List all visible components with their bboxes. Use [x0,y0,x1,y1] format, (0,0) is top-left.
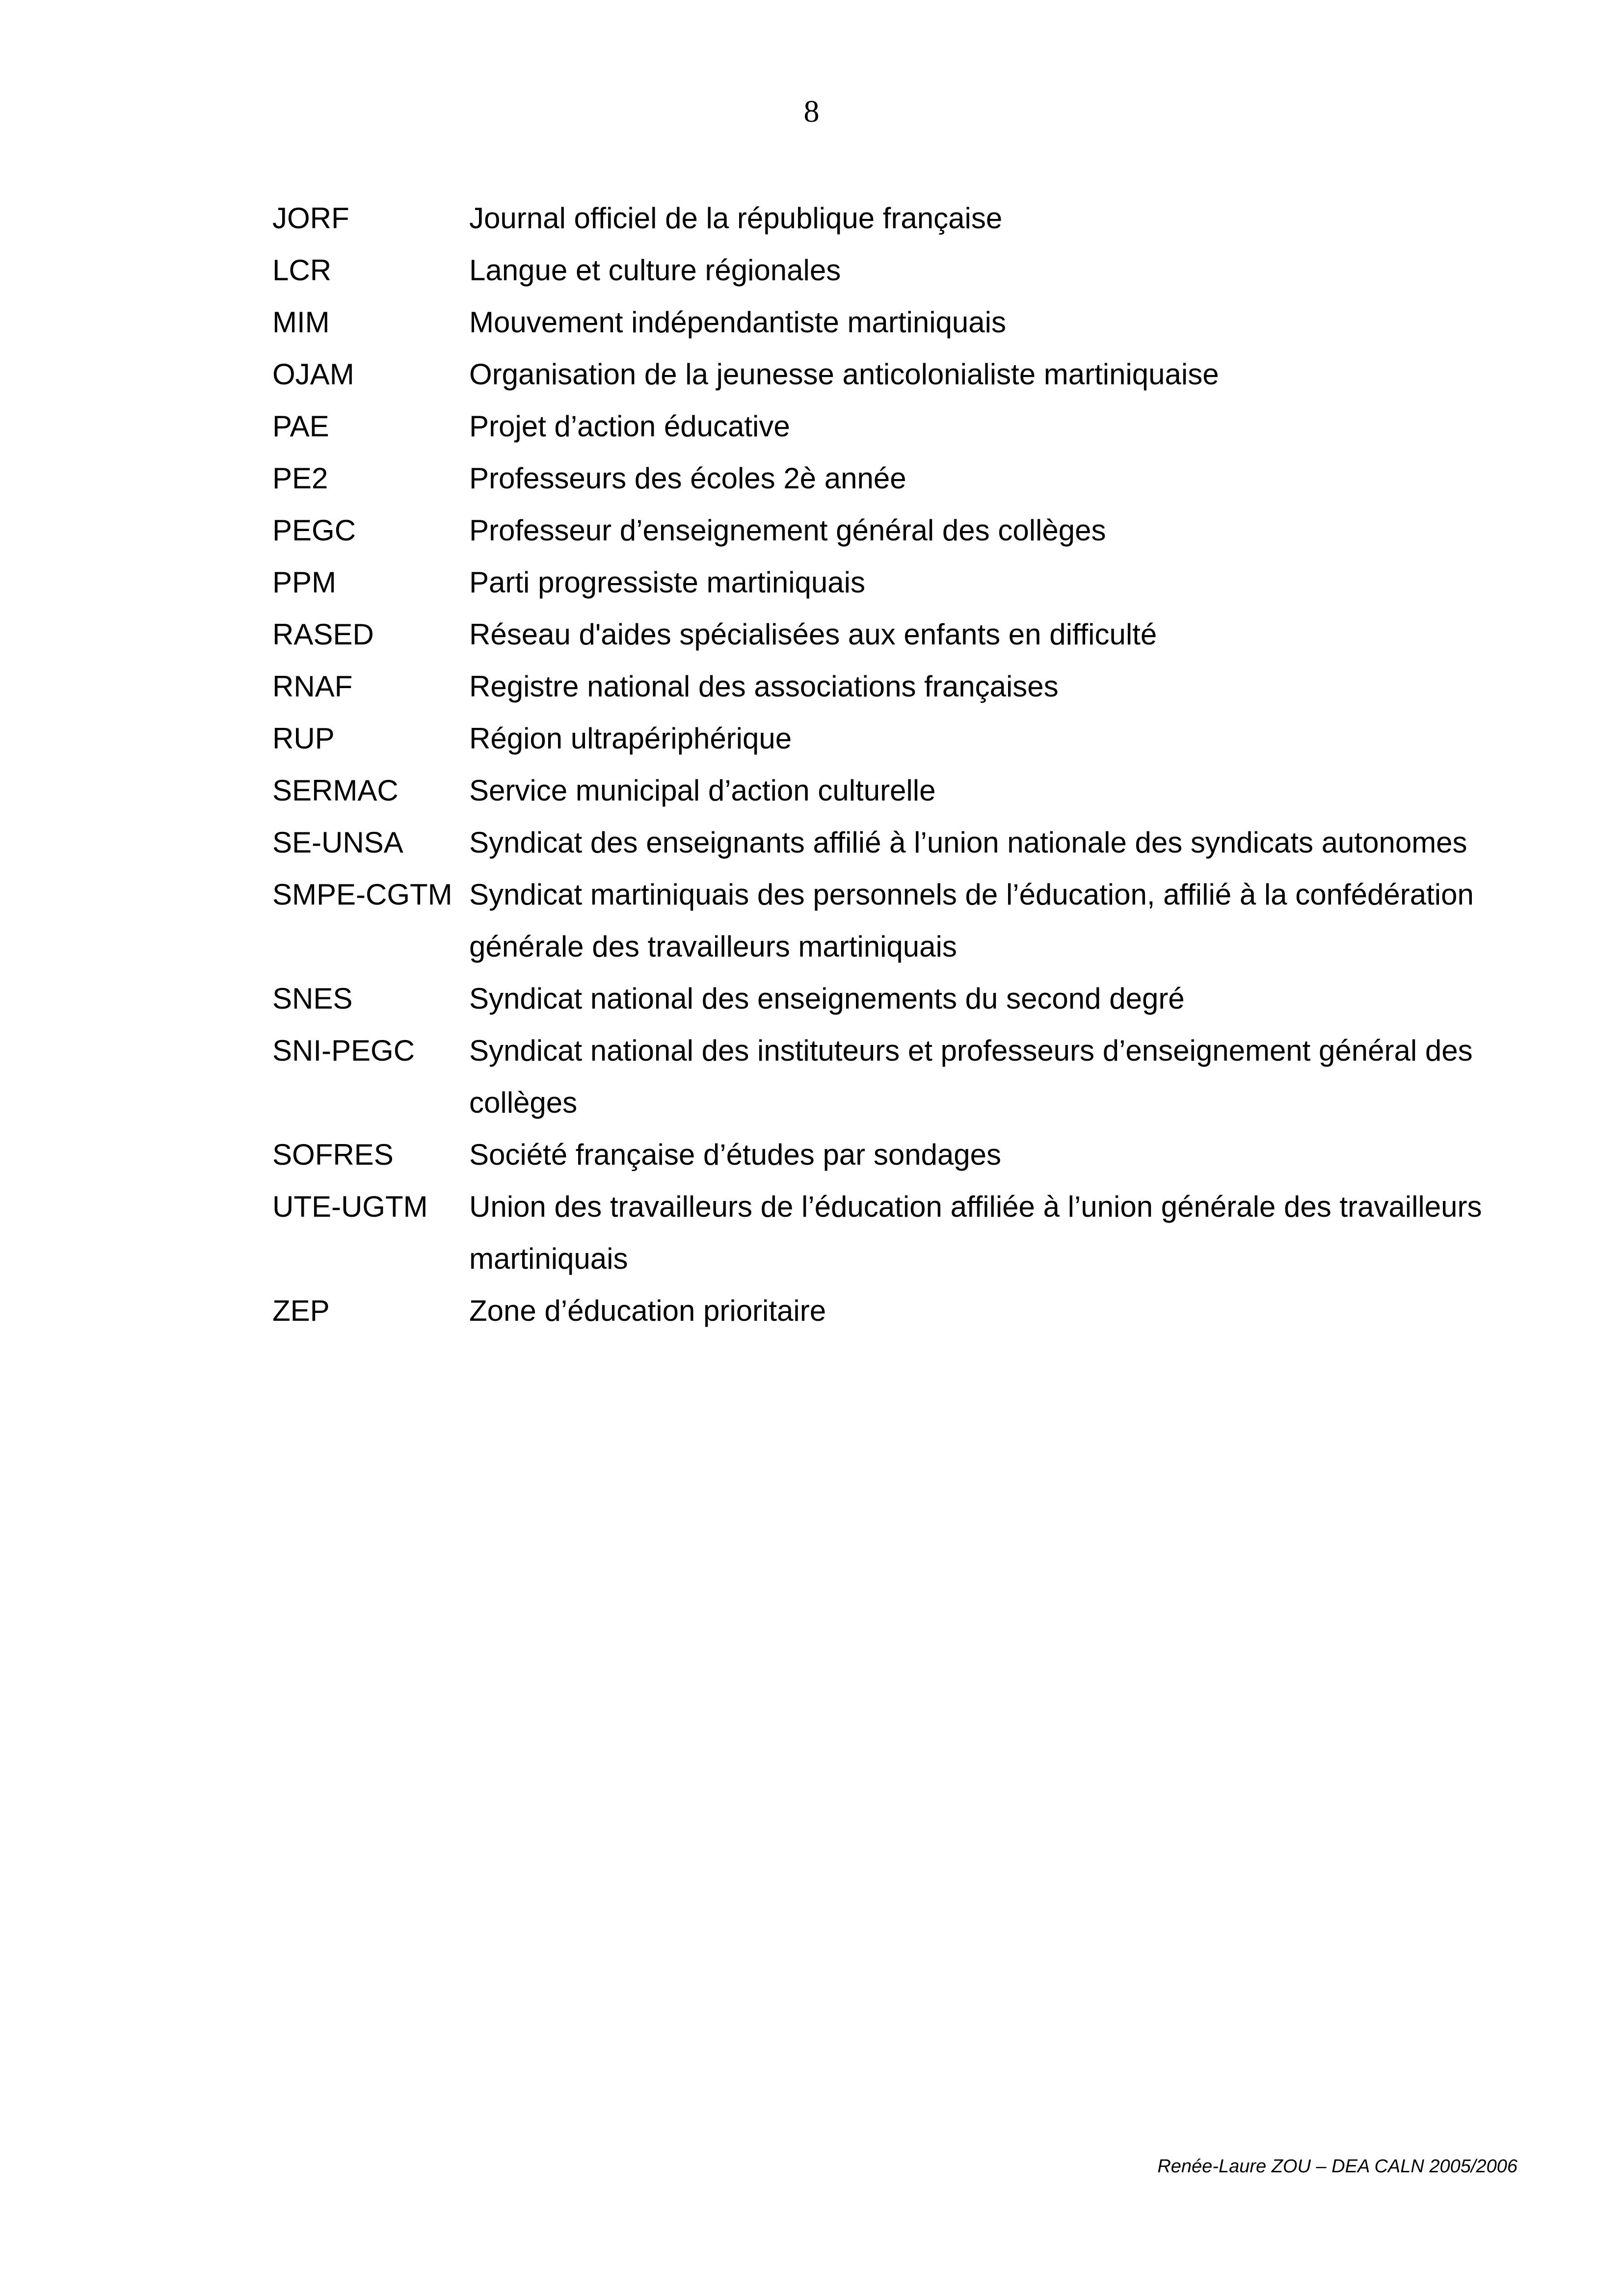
list-item [272,661,1524,713]
abbreviation: PPM [272,566,337,599]
list-item [272,192,1524,244]
definition: Société française d’études par sondages [469,1138,1002,1171]
abbreviation: OJAM [272,358,354,391]
definition: Zone d’éducation prioritaire [469,1294,826,1327]
list-item [272,348,1524,400]
definition: Syndicat national des enseignements du second degré [469,982,1185,1015]
list-item [272,1181,1524,1285]
abbreviation: RUP [272,722,335,755]
abbreviation: RASED [272,618,374,651]
list-item [272,765,1524,817]
definition: Syndicat des enseignants affilié à l’union nationale des syndicats autonomes [469,826,1467,859]
list-item [272,869,1524,973]
abbreviation: UTE-UGTM [272,1190,428,1223]
abbreviation: LCR [272,254,332,287]
abbreviation-list [272,192,1524,1337]
definition: Parti progressiste martiniquais [469,566,865,599]
definition: Organisation de la jeunesse anticolonialiste martiniquaise [469,358,1219,391]
abbreviation: PAE [272,410,329,443]
abbreviation: SOFRES [272,1138,394,1171]
list-item [272,296,1524,348]
list-item [272,817,1524,869]
abbreviation: SNI-PEGC [272,1034,415,1067]
definition: Projet d’action éducative [469,410,790,443]
abbreviation: RNAF [272,670,353,703]
abbreviation: SNES [272,982,353,1015]
list-item [272,453,1524,505]
list-item [272,713,1524,765]
abbreviation: SMPE-CGTM [272,878,452,911]
abbreviation: PE2 [272,462,328,495]
list-item [272,1285,1524,1337]
abbreviation: JORF [272,202,349,235]
definition: Registre national des associations françaises [469,670,1059,703]
list-item [272,973,1524,1025]
definition: Mouvement indépendantiste martiniquais [469,306,1006,339]
definition: Région ultrapériphérique [469,722,792,755]
definition: Réseau d'aides spécialisées aux enfants en difficulté [469,618,1157,651]
list-item [272,1025,1524,1129]
abbreviation: MIM [272,306,330,339]
definition: Professeur d’enseignement général des collèges [469,514,1106,547]
list-item [272,400,1524,453]
abbreviation: SERMAC [272,774,399,807]
definition: Syndicat national des instituteurs et professeurs d’enseignement général des collèges [469,1034,1473,1119]
definition: Service municipal d’action culturelle [469,774,936,807]
definition: Langue et culture régionales [469,254,841,287]
footer-author-line: Renée-Laure ZOU – DEA CALN 2005/2006 [1157,2156,1517,2177]
definition: Journal officiel de la république française [469,202,1003,235]
list-item [272,1129,1524,1181]
page-number: 8 [803,94,820,129]
definition: Union des travailleurs de l’éducation affiliée à l’union générale des travailleurs martiniquais [469,1190,1482,1275]
abbreviation: PEGC [272,514,356,547]
list-item [272,505,1524,557]
list-item [272,609,1524,661]
abbreviation: SE-UNSA [272,826,403,859]
list-item [272,244,1524,296]
abbreviation: ZEP [272,1294,330,1327]
definition: Professeurs des écoles 2è année [469,462,906,495]
list-item [272,557,1524,609]
definition: Syndicat martiniquais des personnels de l’éducation, affilié à la confédération générale des travailleurs martiniquais [469,878,1474,963]
